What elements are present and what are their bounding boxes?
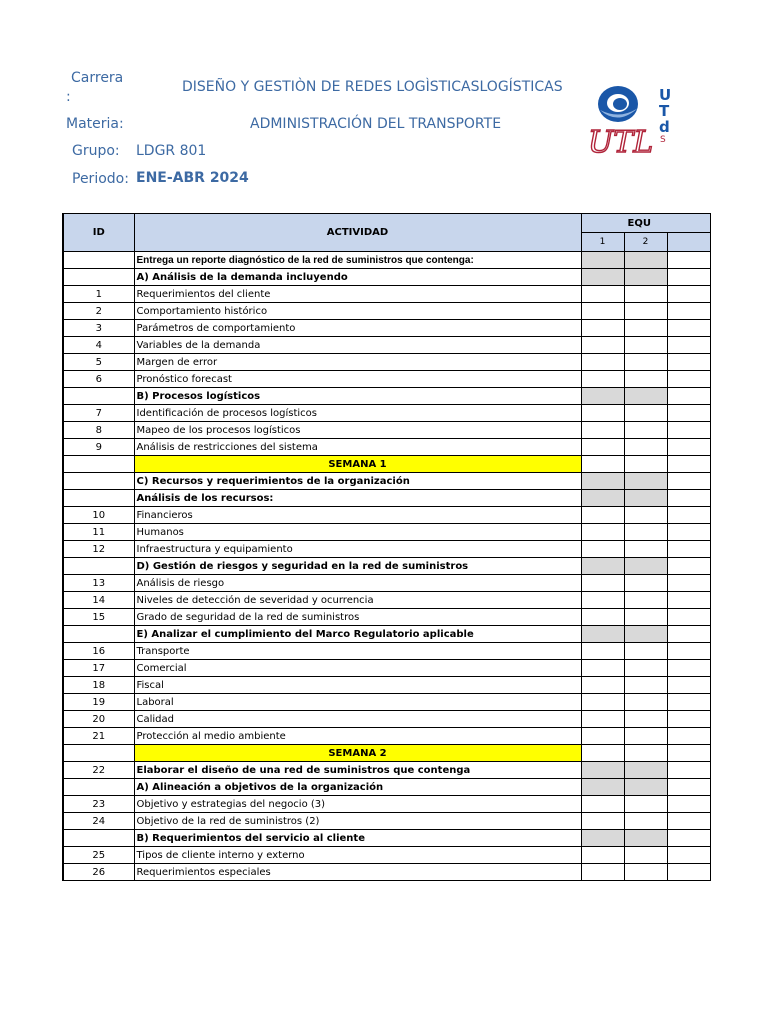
table-row bbox=[63, 711, 710, 728]
equipo-cell-2[interactable] bbox=[624, 830, 667, 847]
equipo-cell-1[interactable] bbox=[581, 524, 624, 541]
table-row bbox=[63, 371, 710, 388]
equipo-cell-2[interactable] bbox=[624, 660, 667, 677]
table-row bbox=[63, 660, 710, 677]
logo-letter-2: T bbox=[659, 102, 670, 120]
equipo-cell-1[interactable] bbox=[581, 269, 624, 286]
equipo-cell-1[interactable] bbox=[581, 575, 624, 592]
equipo-cell-3[interactable] bbox=[667, 762, 710, 779]
equipo-cell-2[interactable] bbox=[624, 677, 667, 694]
table-row bbox=[63, 677, 710, 694]
equipo-cell-1[interactable] bbox=[581, 813, 624, 830]
equipo-cell-3[interactable] bbox=[667, 847, 710, 864]
table-row bbox=[63, 354, 710, 371]
section-row bbox=[63, 473, 710, 490]
row-id: 15 bbox=[63, 609, 134, 626]
table-row bbox=[63, 422, 710, 439]
row-activity: E) Analizar el cumplimiento del Marco Regulatorio aplicable bbox=[134, 626, 581, 643]
equipo-cell-1[interactable] bbox=[581, 864, 624, 881]
row-id: 13 bbox=[63, 575, 134, 592]
equipo-cell-2[interactable] bbox=[624, 303, 667, 320]
row-activity: Requerimientos del cliente bbox=[134, 286, 581, 303]
equipo-cell-3[interactable] bbox=[667, 524, 710, 541]
row-activity: Infraestructura y equipamiento bbox=[134, 541, 581, 558]
equipo-cell-2[interactable] bbox=[624, 473, 667, 490]
row-id: 8 bbox=[63, 422, 134, 439]
equipo-cell-1[interactable] bbox=[581, 796, 624, 813]
table-row bbox=[63, 507, 710, 524]
row-activity: Grado de seguridad de la red de suministros bbox=[134, 609, 581, 626]
row-id: 3 bbox=[63, 320, 134, 337]
equipo-cell-1[interactable] bbox=[581, 405, 624, 422]
equipo-cell-1[interactable] bbox=[581, 711, 624, 728]
row-id: 21 bbox=[63, 728, 134, 745]
row-id bbox=[63, 779, 134, 796]
row-id: 7 bbox=[63, 405, 134, 422]
equipo-cell-1[interactable] bbox=[581, 728, 624, 745]
equipo-cell-2[interactable] bbox=[624, 286, 667, 303]
table-row bbox=[63, 796, 710, 813]
table-row bbox=[63, 303, 710, 320]
equipo-cell-1[interactable] bbox=[581, 354, 624, 371]
equipo-cell-1[interactable] bbox=[581, 830, 624, 847]
table-row bbox=[63, 813, 710, 830]
equipo-cell-2[interactable] bbox=[624, 643, 667, 660]
row-id: 12 bbox=[63, 541, 134, 558]
row-id bbox=[63, 269, 134, 286]
equipo-cell-2[interactable] bbox=[624, 711, 667, 728]
row-id: 5 bbox=[63, 354, 134, 371]
equipo-cell-3[interactable] bbox=[667, 252, 710, 269]
equipo-cell-2[interactable] bbox=[624, 405, 667, 422]
row-id: 22 bbox=[63, 762, 134, 779]
header-id: ID bbox=[63, 214, 134, 252]
materia-label: Materia: bbox=[66, 116, 124, 132]
equipo-cell-3[interactable] bbox=[667, 779, 710, 796]
row-id: 25 bbox=[63, 847, 134, 864]
row-id bbox=[63, 456, 134, 473]
section-row bbox=[63, 762, 710, 779]
row-activity: Comercial bbox=[134, 660, 581, 677]
equipo-cell-1[interactable] bbox=[581, 371, 624, 388]
equipo-cell-2[interactable] bbox=[624, 864, 667, 881]
section-row bbox=[63, 490, 710, 507]
utl-logo bbox=[580, 80, 672, 162]
row-id bbox=[63, 388, 134, 405]
row-id bbox=[63, 745, 134, 762]
equipo-cell-2[interactable] bbox=[624, 728, 667, 745]
equipo-cell-2[interactable] bbox=[624, 813, 667, 830]
equipo-cell-1[interactable] bbox=[581, 660, 624, 677]
equipo-cell-3[interactable] bbox=[667, 439, 710, 456]
equipo-cell-3[interactable] bbox=[667, 745, 710, 762]
row-id: 11 bbox=[63, 524, 134, 541]
row-activity: Comportamiento histórico bbox=[134, 303, 581, 320]
table-row bbox=[63, 592, 710, 609]
equipo-cell-3[interactable] bbox=[667, 643, 710, 660]
row-activity: Identificación de procesos logísticos bbox=[134, 405, 581, 422]
equipo-cell-3[interactable] bbox=[667, 864, 710, 881]
equipo-cell-3[interactable] bbox=[667, 269, 710, 286]
periodo-label: Periodo: bbox=[72, 171, 129, 187]
table-row bbox=[63, 439, 710, 456]
row-id: 24 bbox=[63, 813, 134, 830]
equipo-cell-3[interactable] bbox=[667, 813, 710, 830]
equipo-cell-1[interactable] bbox=[581, 694, 624, 711]
row-id: 6 bbox=[63, 371, 134, 388]
equipo-cell-3[interactable] bbox=[667, 541, 710, 558]
row-activity: Fiscal bbox=[134, 677, 581, 694]
section-row bbox=[63, 779, 710, 796]
row-id bbox=[63, 473, 134, 490]
header-equipo-2: 2 bbox=[624, 233, 667, 252]
equipo-cell-3[interactable] bbox=[667, 286, 710, 303]
equipo-cell-3[interactable] bbox=[667, 609, 710, 626]
equipo-cell-1[interactable] bbox=[581, 320, 624, 337]
equipo-cell-3[interactable] bbox=[667, 694, 710, 711]
row-activity: Laboral bbox=[134, 694, 581, 711]
table-row bbox=[63, 847, 710, 864]
carrera-value: DISEÑO Y GESTIÒN DE REDES LOGÌSTICASLOGÍSTICAS bbox=[182, 79, 563, 95]
equipo-cell-3[interactable] bbox=[667, 422, 710, 439]
row-id bbox=[63, 490, 134, 507]
equipo-cell-1[interactable] bbox=[581, 541, 624, 558]
equipo-cell-3[interactable] bbox=[667, 490, 710, 507]
svg-text:UTL: UTL bbox=[588, 125, 654, 160]
equipo-cell-2[interactable] bbox=[624, 507, 667, 524]
row-id: 14 bbox=[63, 592, 134, 609]
equipo-cell-2[interactable] bbox=[624, 779, 667, 796]
row-activity: Tipos de cliente interno y externo bbox=[134, 847, 581, 864]
row-activity: Objetivo y estrategias del negocio (3) bbox=[134, 796, 581, 813]
row-id: 9 bbox=[63, 439, 134, 456]
equipo-cell-1[interactable] bbox=[581, 337, 624, 354]
row-id: 18 bbox=[63, 677, 134, 694]
row-activity: Financieros bbox=[134, 507, 581, 524]
equipo-cell-2[interactable] bbox=[624, 354, 667, 371]
equipo-cell-1[interactable] bbox=[581, 847, 624, 864]
row-activity: A) Análisis de la demanda incluyendo bbox=[134, 269, 581, 286]
section-row bbox=[63, 252, 710, 269]
row-id: 10 bbox=[63, 507, 134, 524]
equipo-cell-2[interactable] bbox=[624, 541, 667, 558]
equipo-cell-2[interactable] bbox=[624, 252, 667, 269]
row-activity: Humanos bbox=[134, 524, 581, 541]
equipo-cell-2[interactable] bbox=[624, 558, 667, 575]
week-separator-row bbox=[63, 456, 710, 473]
equipo-cell-1[interactable] bbox=[581, 473, 624, 490]
header-actividad: ACTIVIDAD bbox=[134, 214, 581, 252]
equipo-cell-1[interactable] bbox=[581, 779, 624, 796]
equipo-cell-2[interactable] bbox=[624, 371, 667, 388]
table-row bbox=[63, 524, 710, 541]
row-id bbox=[63, 558, 134, 575]
row-activity: A) Alineación a objetivos de la organización bbox=[134, 779, 581, 796]
equipo-cell-1[interactable] bbox=[581, 507, 624, 524]
section-row bbox=[63, 830, 710, 847]
header-equipo-3 bbox=[667, 233, 710, 252]
row-activity: SEMANA 2 bbox=[134, 745, 581, 762]
equipo-cell-2[interactable] bbox=[624, 388, 667, 405]
row-id: 23 bbox=[63, 796, 134, 813]
row-activity: D) Gestión de riesgos y seguridad en la red de suministros bbox=[134, 558, 581, 575]
equipo-cell-3[interactable] bbox=[667, 677, 710, 694]
equipo-cell-2[interactable] bbox=[624, 745, 667, 762]
equipo-cell-1[interactable] bbox=[581, 592, 624, 609]
equipo-cell-2[interactable] bbox=[624, 626, 667, 643]
row-activity: Pronóstico forecast bbox=[134, 371, 581, 388]
table-row bbox=[63, 337, 710, 354]
row-activity: Protección al medio ambiente bbox=[134, 728, 581, 745]
equipo-cell-3[interactable] bbox=[667, 337, 710, 354]
equipo-cell-3[interactable] bbox=[667, 558, 710, 575]
header-equipos: EQU bbox=[581, 214, 710, 233]
equipo-cell-3[interactable] bbox=[667, 592, 710, 609]
grupo-label: Grupo: bbox=[72, 143, 120, 159]
equipo-cell-3[interactable] bbox=[667, 507, 710, 524]
grupo-value: LDGR 801 bbox=[136, 143, 207, 159]
equipo-cell-3[interactable] bbox=[667, 660, 710, 677]
equipo-cell-3[interactable] bbox=[667, 371, 710, 388]
equipo-cell-1[interactable] bbox=[581, 303, 624, 320]
row-activity: Transporte bbox=[134, 643, 581, 660]
week-separator-row bbox=[63, 745, 710, 762]
row-activity: Requerimientos especiales bbox=[134, 864, 581, 881]
periodo-value: ENE-ABR 2024 bbox=[136, 170, 249, 186]
logo-letter-1: U bbox=[659, 86, 672, 104]
table-row bbox=[63, 864, 710, 881]
equipo-cell-1[interactable] bbox=[581, 558, 624, 575]
equipo-cell-1[interactable] bbox=[581, 286, 624, 303]
table-row bbox=[63, 541, 710, 558]
row-activity: Análisis de restricciones del sistema bbox=[134, 439, 581, 456]
activities-table bbox=[62, 213, 711, 881]
equipo-cell-3[interactable] bbox=[667, 711, 710, 728]
equipo-cell-1[interactable] bbox=[581, 745, 624, 762]
equipo-cell-1[interactable] bbox=[581, 626, 624, 643]
row-id: 1 bbox=[63, 286, 134, 303]
equipo-cell-2[interactable] bbox=[624, 609, 667, 626]
row-activity: Entrega un reporte diagnóstico de la red de suministros que contenga: bbox=[134, 252, 581, 269]
row-activity: Elaborar el diseño de una red de suministros que contenga bbox=[134, 762, 581, 779]
row-id bbox=[63, 252, 134, 269]
table-row bbox=[63, 694, 710, 711]
row-id: 17 bbox=[63, 660, 134, 677]
equipo-cell-3[interactable] bbox=[667, 796, 710, 813]
row-activity: Niveles de detección de severidad y ocurrencia bbox=[134, 592, 581, 609]
equipo-cell-2[interactable] bbox=[624, 524, 667, 541]
row-id: 19 bbox=[63, 694, 134, 711]
row-activity: Objetivo de la red de suministros (2) bbox=[134, 813, 581, 830]
equipo-cell-3[interactable] bbox=[667, 388, 710, 405]
equipo-cell-1[interactable] bbox=[581, 252, 624, 269]
table-row bbox=[63, 286, 710, 303]
equipo-cell-2[interactable] bbox=[624, 439, 667, 456]
row-activity: Mapeo de los procesos logísticos bbox=[134, 422, 581, 439]
logo-letter-3: d bbox=[659, 118, 670, 136]
equipo-cell-1[interactable] bbox=[581, 490, 624, 507]
row-id: 2 bbox=[63, 303, 134, 320]
equipo-cell-2[interactable] bbox=[624, 490, 667, 507]
equipo-cell-1[interactable] bbox=[581, 456, 624, 473]
header-equipo-1: 1 bbox=[581, 233, 624, 252]
equipo-cell-2[interactable] bbox=[624, 847, 667, 864]
equipo-cell-2[interactable] bbox=[624, 694, 667, 711]
row-id: 20 bbox=[63, 711, 134, 728]
row-activity: B) Procesos logísticos bbox=[134, 388, 581, 405]
equipo-cell-3[interactable] bbox=[667, 303, 710, 320]
row-id: 4 bbox=[63, 337, 134, 354]
equipo-cell-3[interactable] bbox=[667, 320, 710, 337]
row-activity: Calidad bbox=[134, 711, 581, 728]
equipo-cell-1[interactable] bbox=[581, 439, 624, 456]
section-row bbox=[63, 626, 710, 643]
equipo-cell-2[interactable] bbox=[624, 592, 667, 609]
activities-body bbox=[63, 252, 710, 881]
row-activity: SEMANA 1 bbox=[134, 456, 581, 473]
equipo-cell-2[interactable] bbox=[624, 320, 667, 337]
row-activity: Variables de la demanda bbox=[134, 337, 581, 354]
equipo-cell-1[interactable] bbox=[581, 762, 624, 779]
row-activity: C) Recursos y requerimientos de la organización bbox=[134, 473, 581, 490]
section-row bbox=[63, 558, 710, 575]
row-activity: Análisis de los recursos: bbox=[134, 490, 581, 507]
table-row bbox=[63, 728, 710, 745]
equipo-cell-3[interactable] bbox=[667, 405, 710, 422]
equipo-cell-3[interactable] bbox=[667, 473, 710, 490]
equipo-cell-1[interactable] bbox=[581, 643, 624, 660]
equipo-cell-1[interactable] bbox=[581, 677, 624, 694]
equipo-cell-3[interactable] bbox=[667, 456, 710, 473]
equipo-cell-2[interactable] bbox=[624, 337, 667, 354]
row-activity: B) Requerimientos del servicio al cliente bbox=[134, 830, 581, 847]
equipo-cell-2[interactable] bbox=[624, 422, 667, 439]
equipo-cell-3[interactable] bbox=[667, 626, 710, 643]
equipo-cell-2[interactable] bbox=[624, 456, 667, 473]
equipo-cell-3[interactable] bbox=[667, 830, 710, 847]
equipo-cell-1[interactable] bbox=[581, 388, 624, 405]
section-row bbox=[63, 388, 710, 405]
equipo-cell-3[interactable] bbox=[667, 354, 710, 371]
table-row bbox=[63, 320, 710, 337]
equipo-cell-1[interactable] bbox=[581, 422, 624, 439]
logo-letter-4: S bbox=[660, 135, 666, 145]
equipo-cell-2[interactable] bbox=[624, 575, 667, 592]
materia-value: ADMINISTRACIÓN DEL TRANSPORTE bbox=[250, 116, 502, 132]
utl-logo-icon bbox=[580, 80, 668, 162]
carrera-label: Carrera bbox=[71, 70, 124, 86]
row-activity: Margen de error bbox=[134, 354, 581, 371]
table-row bbox=[63, 405, 710, 422]
section-row bbox=[63, 269, 710, 286]
equipo-cell-2[interactable] bbox=[624, 762, 667, 779]
table-row bbox=[63, 643, 710, 660]
row-id bbox=[63, 626, 134, 643]
equipo-cell-2[interactable] bbox=[624, 269, 667, 286]
row-activity: Análisis de riesgo bbox=[134, 575, 581, 592]
equipo-cell-3[interactable] bbox=[667, 575, 710, 592]
row-activity: Parámetros de comportamiento bbox=[134, 320, 581, 337]
table-row bbox=[63, 575, 710, 592]
carrera-colon: : bbox=[66, 89, 71, 105]
table-row bbox=[63, 609, 710, 626]
equipo-cell-2[interactable] bbox=[624, 796, 667, 813]
row-id bbox=[63, 830, 134, 847]
equipo-cell-1[interactable] bbox=[581, 609, 624, 626]
row-id: 16 bbox=[63, 643, 134, 660]
row-id: 26 bbox=[63, 864, 134, 881]
equipo-cell-3[interactable] bbox=[667, 728, 710, 745]
